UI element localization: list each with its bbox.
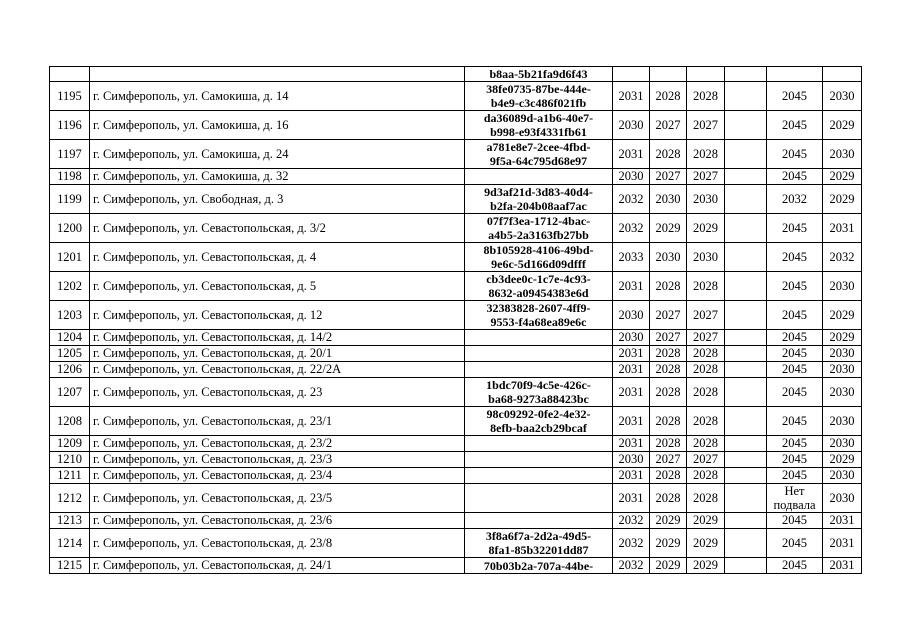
row-number: 1206 — [50, 362, 90, 378]
address-cell: г. Симферополь, ул. Севастопольская, д. 23/2 — [90, 436, 465, 452]
table-row — [50, 529, 862, 558]
year-cell-y1: 2030 — [613, 169, 650, 185]
row-number: 1214 — [50, 529, 90, 558]
year-cell-y1: 2031 — [613, 82, 650, 111]
guid-line: cb3dee0c-1c7e-4c93- — [486, 272, 591, 286]
row-number: 1204 — [50, 330, 90, 346]
guid-cell — [465, 513, 613, 529]
year-cell-y2: 2029 — [650, 214, 687, 243]
year-cell-y2: 2028 — [650, 272, 687, 301]
address-cell: г. Симферополь, ул. Самокиша, д. 32 — [90, 169, 465, 185]
address-cell — [90, 67, 465, 82]
address-table — [49, 66, 862, 574]
year-cell-y2: 2028 — [650, 82, 687, 111]
year-cell-y3: 2028 — [687, 407, 725, 436]
year-cell-y4 — [725, 272, 767, 301]
year-cell-y3: 2027 — [687, 111, 725, 140]
row-number: 1198 — [50, 169, 90, 185]
table-row — [50, 407, 862, 436]
row-number: 1203 — [50, 301, 90, 330]
address-cell: г. Симферополь, ул. Свободная, д. 3 — [90, 185, 465, 214]
year-cell-y5: 2045 — [767, 140, 823, 169]
year-cell-y1: 2030 — [613, 301, 650, 330]
guid-line: 9d3af21d-3d83-40d4- — [484, 185, 593, 199]
year-cell-y3: 2027 — [687, 301, 725, 330]
address-cell: г. Симферополь, ул. Самокиша, д. 14 — [90, 82, 465, 111]
year-cell-y4 — [725, 484, 767, 513]
guid-line: ba68-9273a88423bc — [488, 392, 589, 406]
row-number: 1212 — [50, 484, 90, 513]
year-cell-y2: 2027 — [650, 169, 687, 185]
year-cell-y3: 2028 — [687, 82, 725, 111]
row-number: 1201 — [50, 243, 90, 272]
year-cell-y2: 2027 — [650, 111, 687, 140]
year-cell-y6: 2030 — [823, 346, 862, 362]
year-cell-y3: 2029 — [687, 214, 725, 243]
year-cell-y4 — [725, 140, 767, 169]
year-cell-y2: 2028 — [650, 362, 687, 378]
address-cell: г. Симферополь, ул. Севастопольская, д. 23/3 — [90, 452, 465, 468]
year-cell-y6: 2031 — [823, 214, 862, 243]
year-cell-y2: 2028 — [650, 407, 687, 436]
row-number: 1213 — [50, 513, 90, 529]
year-cell-y5: 2045 — [767, 272, 823, 301]
year-cell-y5: 2045 — [767, 169, 823, 185]
address-cell: г. Симферополь, ул. Севастопольская, д. 23/6 — [90, 513, 465, 529]
year-cell-y3: 2028 — [687, 140, 725, 169]
address-cell: г. Симферополь, ул. Самокиша, д. 24 — [90, 140, 465, 169]
row-number: 1207 — [50, 378, 90, 407]
guid-cell — [465, 407, 613, 436]
address-cell: г. Симферополь, ул. Севастопольская, д. 14/2 — [90, 330, 465, 346]
year-cell-y6: 2030 — [823, 362, 862, 378]
year-cell-y4 — [725, 558, 767, 574]
year-cell-y6: 2030 — [823, 468, 862, 484]
guid-cell — [465, 468, 613, 484]
year-cell-y4 — [725, 378, 767, 407]
year-cell-y2: 2027 — [650, 301, 687, 330]
year-cell-y5: 2045 — [767, 111, 823, 140]
year-cell-y5: 2045 — [767, 513, 823, 529]
table-row — [50, 169, 862, 185]
year-cell-y1: 2031 — [613, 468, 650, 484]
year-cell-y6: 2030 — [823, 436, 862, 452]
row-number: 1211 — [50, 468, 90, 484]
year-cell-y6: 2029 — [823, 452, 862, 468]
guid-line: 9553-f4a68ea89e6c — [490, 315, 587, 329]
address-cell: г. Симферополь, ул. Севастопольская, д. 5 — [90, 272, 465, 301]
guid-cell — [465, 82, 613, 111]
row-number: 1196 — [50, 111, 90, 140]
year-cell-y6: 2029 — [823, 185, 862, 214]
year-cell-y3 — [687, 67, 725, 82]
year-cell-y2: 2029 — [650, 558, 687, 574]
year-cell-y3: 2029 — [687, 529, 725, 558]
address-cell: г. Симферополь, ул. Севастопольская, д. 23/4 — [90, 468, 465, 484]
guid-line: 8b105928-4106-49bd- — [483, 243, 594, 257]
year-cell-y3: 2030 — [687, 243, 725, 272]
year-cell-y4 — [725, 111, 767, 140]
year-cell-y3: 2028 — [687, 436, 725, 452]
year-cell-y1: 2031 — [613, 272, 650, 301]
guid-cell — [465, 558, 613, 574]
year-cell-y1: 2030 — [613, 330, 650, 346]
year-cell-y3: 2027 — [687, 169, 725, 185]
guid-cell — [465, 67, 613, 82]
year-cell-y4 — [725, 330, 767, 346]
year-cell-y5: 2045 — [767, 468, 823, 484]
table-row — [50, 484, 862, 513]
year-cell-y5: 2045 — [767, 243, 823, 272]
year-cell-y1: 2033 — [613, 243, 650, 272]
year-cell-y6: 2030 — [823, 407, 862, 436]
guid-line: 8632-a09454383e6d — [488, 286, 589, 300]
year-cell-y4 — [725, 513, 767, 529]
year-cell-y6: 2029 — [823, 169, 862, 185]
guid-line: 32383828-2607-4ff9- — [486, 301, 591, 315]
address-cell: г. Симферополь, ул. Севастопольская, д. 20/1 — [90, 346, 465, 362]
guid-line: a4b5-2a3163fb27bb — [488, 228, 589, 242]
address-cell: г. Симферополь, ул. Севастопольская, д. 23 — [90, 378, 465, 407]
row-number: 1197 — [50, 140, 90, 169]
year-cell-y4 — [725, 468, 767, 484]
year-cell-y5: 2045 — [767, 529, 823, 558]
year-cell-y3: 2028 — [687, 272, 725, 301]
year-cell-y5: 2045 — [767, 82, 823, 111]
table-row — [50, 468, 862, 484]
year-cell-y5: Нет подвала — [767, 484, 823, 513]
year-cell-y2: 2028 — [650, 436, 687, 452]
year-cell-y3: 2027 — [687, 330, 725, 346]
guid-cell — [465, 214, 613, 243]
year-cell-y4 — [725, 67, 767, 82]
year-cell-y5: 2045 — [767, 558, 823, 574]
year-cell-y5 — [767, 67, 823, 82]
guid-cell — [465, 452, 613, 468]
year-cell-y3: 2029 — [687, 513, 725, 529]
row-number: 1195 — [50, 82, 90, 111]
year-cell-y4 — [725, 529, 767, 558]
year-cell-y5: 2045 — [767, 214, 823, 243]
year-cell-y1: 2032 — [613, 185, 650, 214]
row-number: 1209 — [50, 436, 90, 452]
guid-cell — [465, 111, 613, 140]
year-cell-y1: 2030 — [613, 452, 650, 468]
guid-cell — [465, 185, 613, 214]
table-row — [50, 301, 862, 330]
year-cell-y1 — [613, 67, 650, 82]
table-row — [50, 362, 862, 378]
guid-line: 1bdc70f9-4c5e-426c- — [486, 378, 591, 392]
guid-line: a781e8e7-2cee-4fbd- — [486, 140, 591, 154]
year-cell-y3: 2028 — [687, 346, 725, 362]
year-cell-y5: 2045 — [767, 407, 823, 436]
year-cell-y1: 2031 — [613, 407, 650, 436]
address-cell: г. Симферополь, ул. Севастопольская, д. 24/1 — [90, 558, 465, 574]
year-cell-y1: 2031 — [613, 484, 650, 513]
address-cell: г. Симферополь, ул. Самокиша, д. 16 — [90, 111, 465, 140]
guid-cell — [465, 169, 613, 185]
guid-cell — [465, 346, 613, 362]
year-cell-y6: 2030 — [823, 484, 862, 513]
year-cell-y1: 2031 — [613, 436, 650, 452]
year-cell-y1: 2030 — [613, 111, 650, 140]
guid-cell — [465, 243, 613, 272]
year-cell-y2: 2028 — [650, 140, 687, 169]
year-cell-y1: 2031 — [613, 346, 650, 362]
table-row — [50, 82, 862, 111]
year-cell-y3: 2027 — [687, 452, 725, 468]
year-cell-y1: 2031 — [613, 140, 650, 169]
row-number: 1205 — [50, 346, 90, 362]
table-row — [50, 272, 862, 301]
guid-cell — [465, 140, 613, 169]
year-cell-y2: 2028 — [650, 484, 687, 513]
year-cell-y1: 2032 — [613, 558, 650, 574]
year-cell-y3: 2028 — [687, 468, 725, 484]
guid-line: b8aa-5b21fa9d6f43 — [489, 67, 588, 81]
year-cell-y2: 2028 — [650, 468, 687, 484]
table-row — [50, 346, 862, 362]
guid-line: 8fa1-85b32201dd87 — [488, 543, 589, 557]
year-cell-y3: 2028 — [687, 378, 725, 407]
year-cell-y1: 2032 — [613, 529, 650, 558]
row-number: 1202 — [50, 272, 90, 301]
year-cell-y2: 2029 — [650, 529, 687, 558]
address-cell: г. Симферополь, ул. Севастопольская, д. 23/1 — [90, 407, 465, 436]
guid-line: 38fe0735-87be-444e- — [486, 82, 591, 96]
year-cell-y3: 2028 — [687, 484, 725, 513]
table-row — [50, 452, 862, 468]
year-cell-y4 — [725, 346, 767, 362]
year-cell-y2: 2030 — [650, 185, 687, 214]
guid-cell — [465, 484, 613, 513]
table-row — [50, 140, 862, 169]
table-row — [50, 214, 862, 243]
year-cell-y2 — [650, 67, 687, 82]
year-cell-y6: 2032 — [823, 243, 862, 272]
year-cell-y4 — [725, 169, 767, 185]
year-cell-y5: 2045 — [767, 378, 823, 407]
year-cell-y3: 2030 — [687, 185, 725, 214]
row-number: 1215 — [50, 558, 90, 574]
row-number: 1200 — [50, 214, 90, 243]
year-cell-y2: 2028 — [650, 346, 687, 362]
address-cell: г. Симферополь, ул. Севастопольская, д. 23/5 — [90, 484, 465, 513]
guid-line: 07f7f3ea-1712-4bac- — [486, 214, 591, 228]
guid-cell — [465, 272, 613, 301]
year-cell-y5: 2045 — [767, 330, 823, 346]
year-cell-y4 — [725, 214, 767, 243]
year-cell-y4 — [725, 185, 767, 214]
table-row — [50, 558, 862, 574]
row-number: 1208 — [50, 407, 90, 436]
guid-line: b2fa-204b08aaf7ac — [490, 199, 587, 213]
table-row — [50, 330, 862, 346]
guid-line: 98c09292-0fe2-4e32- — [486, 407, 591, 421]
year-cell-y2: 2027 — [650, 330, 687, 346]
guid-cell — [465, 529, 613, 558]
row-number: 1199 — [50, 185, 90, 214]
year-cell-y4 — [725, 452, 767, 468]
guid-line: 3f8a6f7a-2d2a-49d5- — [485, 529, 592, 543]
year-cell-y4 — [725, 82, 767, 111]
table-row — [50, 111, 862, 140]
year-cell-y2: 2027 — [650, 452, 687, 468]
year-cell-y6: 2030 — [823, 82, 862, 111]
year-cell-y5: 2045 — [767, 346, 823, 362]
year-cell-y4 — [725, 436, 767, 452]
year-cell-y5: 2045 — [767, 362, 823, 378]
year-cell-y1: 2032 — [613, 513, 650, 529]
guid-line: b4e9-c3c486f021fb — [490, 96, 587, 110]
year-cell-y6: 2031 — [823, 529, 862, 558]
year-cell-y6: 2030 — [823, 140, 862, 169]
year-cell-y3: 2029 — [687, 558, 725, 574]
address-cell: г. Симферополь, ул. Севастопольская, д. 4 — [90, 243, 465, 272]
year-cell-y5: 2045 — [767, 301, 823, 330]
address-cell: г. Симферополь, ул. Севастопольская, д. 22/2А — [90, 362, 465, 378]
year-cell-y6 — [823, 67, 862, 82]
address-cell: г. Симферополь, ул. Севастопольская, д. 3/2 — [90, 214, 465, 243]
year-cell-y6: 2031 — [823, 513, 862, 529]
year-cell-y1: 2031 — [613, 362, 650, 378]
year-cell-y6: 2031 — [823, 558, 862, 574]
guid-line: b998-e93f4331fb61 — [490, 125, 587, 139]
row-number: 1210 — [50, 452, 90, 468]
table-row — [50, 67, 862, 82]
guid-cell — [465, 378, 613, 407]
year-cell-y5: 2045 — [767, 436, 823, 452]
year-cell-y4 — [725, 301, 767, 330]
address-cell: г. Симферополь, ул. Севастопольская, д. 12 — [90, 301, 465, 330]
guid-cell — [465, 436, 613, 452]
year-cell-y4 — [725, 362, 767, 378]
year-cell-y1: 2032 — [613, 214, 650, 243]
year-cell-y5: 2032 — [767, 185, 823, 214]
year-cell-y2: 2029 — [650, 513, 687, 529]
year-cell-y4 — [725, 243, 767, 272]
table-row — [50, 436, 862, 452]
table-row — [50, 243, 862, 272]
year-cell-y3: 2028 — [687, 362, 725, 378]
address-cell: г. Симферополь, ул. Севастопольская, д. 23/8 — [90, 529, 465, 558]
year-cell-y6: 2029 — [823, 111, 862, 140]
year-cell-y6: 2030 — [823, 272, 862, 301]
row-number — [50, 67, 90, 82]
guid-line: 70b03b2a-707a-44be- — [483, 558, 594, 573]
guid-cell — [465, 362, 613, 378]
table-body — [50, 67, 862, 574]
guid-line: 9e6c-5d166d09dfff — [491, 257, 586, 271]
guid-line: da36089d-a1b6-40e7- — [483, 111, 594, 125]
guid-line: 9f5a-64c795d68e97 — [489, 154, 588, 168]
year-cell-y2: 2030 — [650, 243, 687, 272]
year-cell-y6: 2029 — [823, 301, 862, 330]
guid-cell — [465, 301, 613, 330]
guid-line: 8efb-baa2cb29bcaf — [490, 421, 587, 435]
year-cell-y4 — [725, 407, 767, 436]
year-cell-y1: 2031 — [613, 378, 650, 407]
year-cell-y6: 2030 — [823, 378, 862, 407]
year-cell-y5: 2045 — [767, 452, 823, 468]
guid-cell — [465, 330, 613, 346]
table-row — [50, 378, 862, 407]
table-row — [50, 513, 862, 529]
table-row — [50, 185, 862, 214]
year-cell-y6: 2029 — [823, 330, 862, 346]
year-cell-y2: 2028 — [650, 378, 687, 407]
